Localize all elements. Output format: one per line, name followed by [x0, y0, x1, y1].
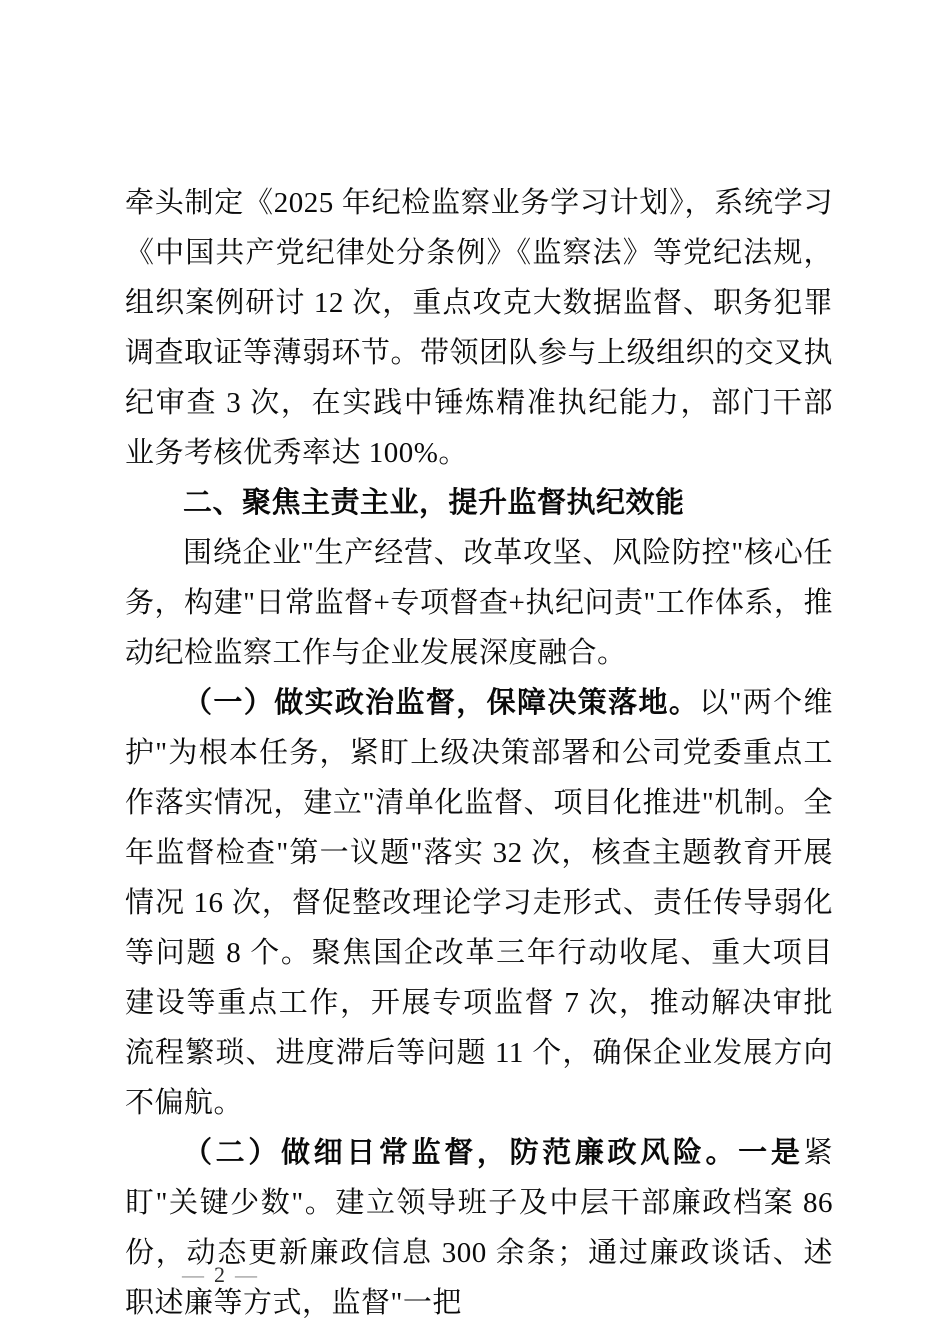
footer-dash-left: —	[182, 1262, 204, 1287]
paragraph	[125, 528, 833, 678]
page-footer	[160, 1236, 257, 1314]
section-heading	[125, 478, 833, 528]
section-heading-text: 二、聚焦主责主业，提升监督执纪效能	[183, 487, 685, 519]
paragraph-text: 牵头制定《2025 年纪检监察业务学习计划》，系统学习《中国共产党纪律处分条例》《监察法》等党纪法规，组织案例研讨 12 次，重点攻克大数据监督、职务犯罪调查取证等薄弱环节。带领团队参与上级组织的交叉执纪审查 3 次，在实践中锤炼精准执纪能力，部门干部业务考核优秀率达 100%。	[125, 187, 834, 469]
paragraph-lead-bold: （一）做实政治监督，保障决策落地。	[183, 687, 700, 719]
footer-dash-right: —	[235, 1262, 257, 1287]
paragraph-text: 以"两个维护"为根本任务，紧盯上级决策部署和公司党委重点工作落实情况，建立"清单化监督、项目化推进"机制。全年监督检查"第一议题"落实 32 次，核查主题教育开展情况 16 次，督促整改理论学习走形式、责任传导弱化等问题 8 个。聚焦国企改革三年行动收尾、重大项目建设等重点工作，开展专项监督 7 次，推动解决审批流程繁琐、进度滞后等问题 11 个，确保企业发展方向不偏航。	[125, 687, 833, 1119]
paragraph	[125, 678, 833, 1128]
paragraph-text: 紧盯"关键少数"。建立领导班子及中层干部廉政档案 86 份，动态更新廉政信息 300 余条；通过廉政谈话、述职述廉等方式，监督"一把	[125, 1137, 833, 1319]
document-body	[125, 178, 833, 1328]
paragraph-text: 围绕企业"生产经营、改革攻坚、风险防控"核心任务，构建"日常监督+专项督查+执纪问责"工作体系，推动纪检监察工作与企业发展深度融合。	[125, 537, 833, 669]
paragraph-lead-bold: （二）做细日常监督，防范廉政风险。一是	[183, 1137, 804, 1169]
page-number: 2	[214, 1262, 225, 1287]
paragraph-continuation	[125, 178, 833, 478]
